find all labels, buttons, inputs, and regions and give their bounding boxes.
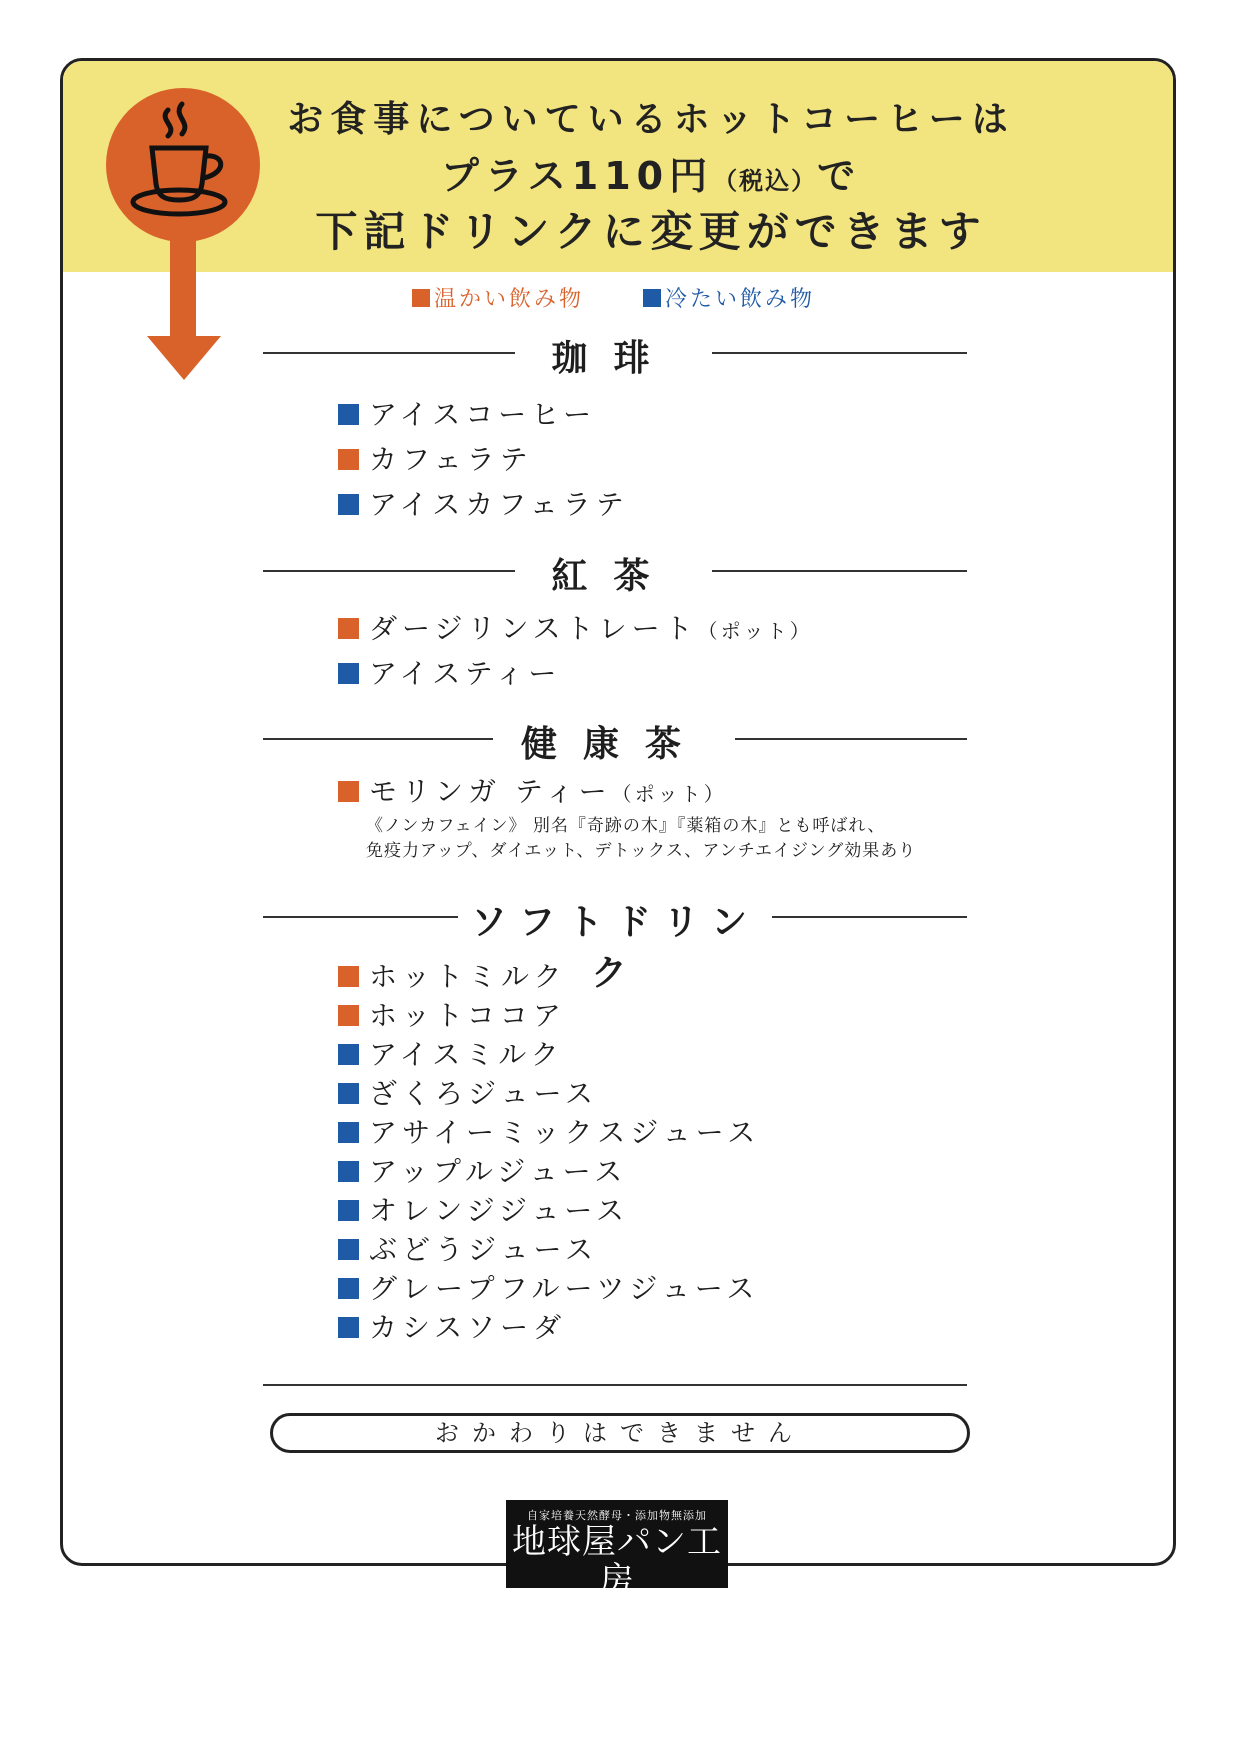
menu-item-label: ホットココア (369, 999, 566, 1032)
menu-item-label: ホットミルク (369, 960, 567, 993)
hot-square-icon (338, 781, 359, 802)
header-line-1: お食事についているホットコーヒーは (287, 99, 1015, 140)
menu-item (338, 1072, 598, 1112)
divider-line (263, 352, 515, 354)
no-refill-note: おかわりはできません (270, 1413, 970, 1453)
menu-item-label: カシスソーダ (369, 1311, 567, 1344)
menu-item-label: カフェラテ (369, 443, 533, 476)
menu-item (338, 994, 566, 1034)
menu-item (338, 1267, 759, 1307)
section-title-tea: 紅茶 (551, 556, 676, 597)
menu-item-label: グレープフルーツジュース (369, 1272, 760, 1305)
menu-item (338, 955, 566, 995)
menu-item (338, 770, 727, 810)
menu-item (338, 652, 561, 692)
menu-item (338, 607, 813, 647)
hot-square-icon (338, 449, 359, 470)
hot-square-icon (412, 289, 430, 307)
cold-square-icon (338, 1161, 359, 1182)
menu-item (338, 1033, 564, 1073)
header-line-3: 下記ドリンクに変更ができます (315, 207, 987, 256)
cold-square-icon (338, 1239, 359, 1260)
menu-item-label: アイスティー (369, 657, 562, 690)
menu-item-label: オレンジジュース (369, 1194, 629, 1227)
divider-line (263, 738, 493, 740)
menu-item-label: ぶどうジュース (369, 1233, 599, 1266)
menu-item-suffix: （ポット） (697, 619, 813, 643)
divider-line (263, 1384, 967, 1386)
section-title-health: 健康茶 (520, 724, 707, 765)
hot-square-icon (338, 966, 359, 987)
cold-square-icon (338, 1317, 359, 1338)
legend-cold (643, 282, 815, 313)
hot-square-icon (338, 618, 359, 639)
menu-item-label: アイスコーヒー (369, 398, 597, 431)
divider-line (712, 570, 967, 572)
menu-item (338, 1189, 629, 1229)
cold-square-icon (338, 1122, 359, 1143)
cold-square-icon (338, 663, 359, 684)
shop-logo (506, 1500, 728, 1614)
menu-item-label: アイスミルク (369, 1038, 564, 1071)
cold-square-icon (338, 494, 359, 515)
health-note-2: 免疫力アップ、ダイエット、デトックス、アンチエイジング効果あり (366, 841, 917, 861)
logo-tagline: 自家培養天然酵母・添加物無添加 (527, 1509, 707, 1522)
cold-square-icon (338, 1083, 359, 1104)
arrow-down-head (147, 336, 221, 380)
cold-square-icon (338, 1278, 359, 1299)
menu-item (338, 1306, 566, 1346)
menu-item (338, 1111, 760, 1151)
logo-sub: Bakery & Cafe (568, 1599, 666, 1614)
cold-square-icon (338, 404, 359, 425)
section-title-coffee: 珈琲 (551, 338, 676, 379)
coffee-cup-icon (106, 88, 260, 242)
menu-item-label: ざくろジュース (369, 1077, 599, 1110)
menu-item (338, 1228, 598, 1268)
logo-name: 地球屋パン工房 (512, 1522, 722, 1600)
legend-hot-label: 温かい飲み物 (434, 287, 585, 312)
divider-line (712, 352, 967, 354)
tax-note: （税込） (713, 167, 818, 195)
cold-square-icon (643, 289, 661, 307)
divider-line (735, 738, 967, 740)
divider-line (263, 916, 458, 918)
menu-item-label: アイスカフェラテ (369, 488, 629, 521)
divider-line (263, 570, 515, 572)
menu-item-label: アップルジュース (369, 1155, 628, 1188)
menu-item-suffix: （ポット） (611, 782, 727, 806)
header-line-2-end: で (817, 154, 862, 198)
menu-item (338, 438, 533, 478)
cold-square-icon (338, 1044, 359, 1065)
menu-item (338, 483, 629, 523)
menu-item-label: アサイーミックスジュース (369, 1116, 761, 1149)
price-text: プラス110円 (440, 154, 714, 198)
legend-cold-label: 冷たい飲み物 (665, 287, 816, 312)
cold-square-icon (338, 1200, 359, 1221)
menu-item (338, 393, 596, 433)
hot-square-icon (338, 1005, 359, 1026)
section-title-soft: ソフトドリンク (470, 902, 759, 994)
divider-line (772, 916, 967, 918)
menu-item (338, 1150, 627, 1190)
legend-hot (412, 282, 584, 313)
menu-item-label: モリンガ ティー (369, 775, 612, 808)
arrow-down-icon (170, 238, 196, 340)
menu-item-label: ダージリンストレート (369, 612, 698, 645)
health-note-1: 《ノンカフェイン》 別名『奇跡の木』『薬箱の木』とも呼ばれ、 (366, 816, 886, 836)
